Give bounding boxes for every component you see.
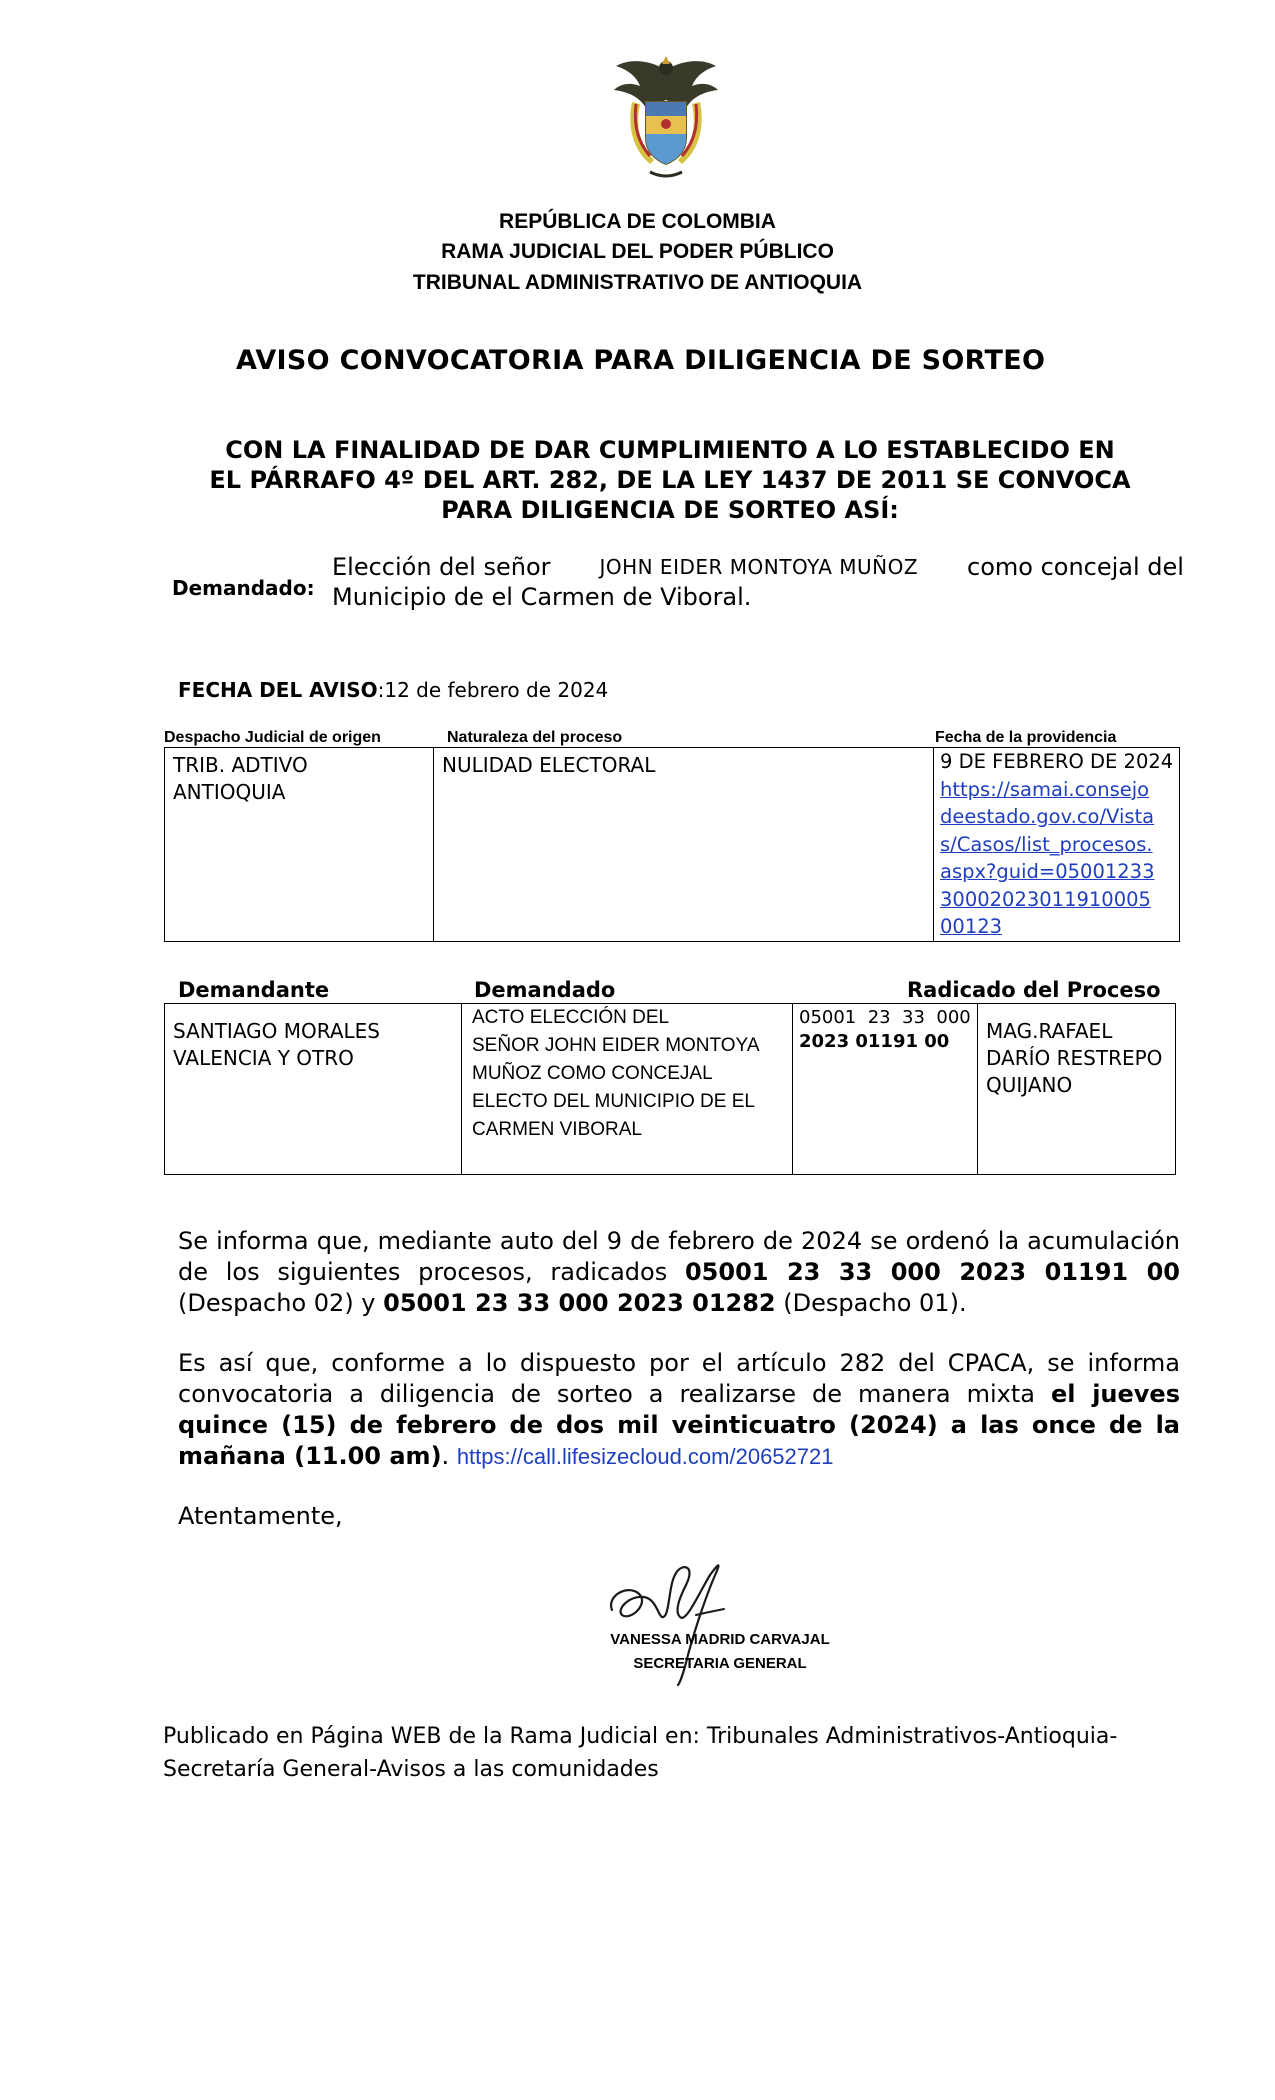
header-line-1: REPÚBLICA DE COLOMBIA	[499, 210, 776, 233]
lifesize-call-link[interactable]: https://call.lifesizecloud.com/20652721	[456, 1444, 834, 1469]
t1-header-naturaleza: Naturaleza del proceso	[447, 729, 623, 746]
t2-radicado-cell: 05001 23 33 000 2023 01191 00	[793, 1004, 978, 1175]
t2-header-radicado: Radicado del Proceso	[907, 978, 1161, 1002]
fecha-label: FECHA DEL AVISO	[178, 678, 378, 702]
parties-table	[164, 1003, 1176, 1175]
t2-header-demandado: Demandado	[474, 978, 616, 1002]
t2-demandante-cell: SANTIAGO MORALES VALENCIA Y OTRO	[165, 1004, 462, 1175]
t1-naturaleza-cell: NULIDAD ELECTORAL	[434, 748, 934, 942]
t1-fecha-cell	[934, 748, 1180, 942]
t2-magistrado-cell: MAG.RAFAEL DARÍO RESTREPO QUIJANO	[978, 1004, 1176, 1175]
header-line-2: RAMA JUDICIAL DEL PODER PÚBLICO	[441, 240, 834, 263]
t2-header-demandante: Demandante	[178, 978, 330, 1002]
t1-fecha-providencia: 9 DE FEBRERO DE 2024	[940, 750, 1174, 773]
t1-header-fecha: Fecha de la providencia	[935, 729, 1117, 746]
radicado-1: 05001 23 33 000 2023 01191 00	[684, 1258, 1180, 1286]
fecha-value: :12 de febrero de 2024	[377, 678, 609, 702]
radicado-2: 05001 23 33 000 2023 01282	[383, 1289, 776, 1317]
intro-line-2: EL PÁRRAFO 4º DEL ART. 282, DE LA LEY 1437 DE 2011 SE CONVOCA	[209, 466, 1131, 494]
process-info-table	[164, 747, 1180, 942]
t2-demandado-cell: ACTO ELECCIÓN DEL SEÑOR JOHN EIDER MONTOYA MUÑOZ COMO CONCEJAL ELECTO DEL MUNICIPIO DE EL CARMEN VIBORAL	[462, 1004, 793, 1175]
header-line-3: TRIBUNAL ADMINISTRATIVO DE ANTIOQUIA	[412, 271, 863, 294]
fecha-sorteo: el jueves quince (15) de febrero de dos mil veinticuatro (2024) a las once de la mañana (11.00 am)	[178, 1380, 1180, 1470]
closing-text: Atentamente,	[178, 1502, 343, 1530]
signer-role: SECRETARIA GENERAL	[633, 1655, 807, 1672]
publication-footer: Publicado en Página WEB de la Rama Judicial en: Tribunales Administrativos-Antioquia- Secretaría General-Avisos a las comunidades	[163, 1724, 1118, 1782]
samai-link[interactable]: https://samai.consejo deestado.gov.co/Vista s/Casos/list_procesos. aspx?guid=05001233 30002023011910005 00123	[940, 777, 1155, 938]
paragraph-acumulacion: Se informa que, mediante auto del 9 de febrero de 2024 se ordenó la acumulación de los siguientes procesos, radicados 05001 23 33 000 2023 01191 00 (Despacho 02) y 05001 23 33 000 2023 01282 (Despacho 01).	[178, 1227, 1180, 1317]
t1-despacho-cell: TRIB. ADTIVO ANTIOQUIA	[165, 748, 434, 942]
t1-header-despacho: Despacho Judicial de origen	[164, 729, 381, 746]
coat-of-arms-logo	[610, 52, 722, 182]
demandado-text: Elección del señor JOHN EIDER MONTOYA MUÑOZ como concejal del Municipio de el Carmen de Viboral.	[332, 553, 1184, 611]
intro-line-1: CON LA FINALIDAD DE DAR CUMPLIMIENTO A LO ESTABLECIDO EN	[225, 436, 1115, 464]
demandado-name: JOHN EIDER MONTOYA MUÑOZ	[599, 555, 919, 579]
demandado-label: Demandado:	[172, 576, 315, 600]
signer-name: VANESSA MADRID CARVAJAL	[610, 1631, 830, 1648]
page-title: AVISO CONVOCATORIA PARA DILIGENCIA DE SORTEO	[236, 345, 1046, 376]
paragraph-convocatoria: Es así que, conforme a lo dispuesto por el artículo 282 del CPACA, se informa convocatoria a diligencia de sorteo a realizarse de manera mixta el jueves quince (15) de febrero de dos mil veinticuatro (2024) a las once de la mañana (11.00 am). https://call.lifesizecloud.com/20652721	[178, 1349, 1180, 1470]
intro-line-3: PARA DILIGENCIA DE SORTEO ASÍ:	[441, 496, 899, 524]
fecha-aviso	[178, 678, 608, 702]
